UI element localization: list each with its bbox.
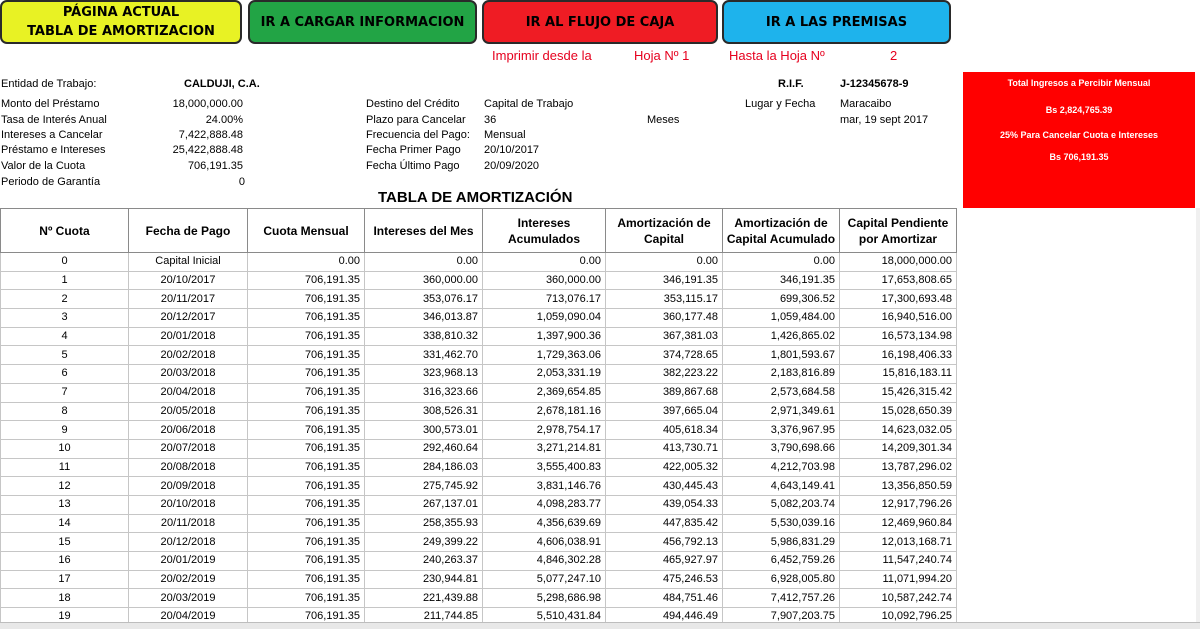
cell-cuota[interactable]: 15 (1, 533, 129, 552)
rif-label: R.I.F. (778, 78, 804, 90)
cell-intereses-mes[interactable]: 353,076.17 (365, 290, 483, 309)
print-from-label: Imprimir desde la (492, 48, 592, 63)
cell-intereses-acumulados[interactable]: 2,978,754.17 (483, 421, 606, 440)
cell-fecha[interactable]: 20/05/2018 (129, 402, 248, 421)
print-from-sheet[interactable]: Hoja Nº 1 (634, 48, 690, 63)
intereses-label: Intereses a Cancelar (1, 129, 103, 141)
current-page-line2: TABLA DE AMORTIZACION (27, 24, 215, 39)
cell-amortizacion-acumulado[interactable]: 3,790,698.66 (723, 439, 840, 458)
go-to-premises-button[interactable]: IR A LAS PREMISAS (722, 0, 951, 44)
ultimo-pago-label: Fecha Último Pago (366, 160, 460, 172)
cell-cuota[interactable]: 14 (1, 514, 129, 533)
cell-capital-pendiente[interactable]: 12,469,960.84 (840, 514, 957, 533)
cell-capital-pendiente[interactable]: 10,092,796.25 (840, 608, 957, 627)
cell-cuota-mensual[interactable]: 0.00 (248, 253, 365, 272)
cell-cuota-mensual[interactable]: 706,191.35 (248, 271, 365, 290)
cell-fecha[interactable]: Capital Inicial (129, 253, 248, 272)
cell-cuota-mensual[interactable]: 706,191.35 (248, 327, 365, 346)
cell-cuota[interactable]: 11 (1, 458, 129, 477)
cell-intereses-mes[interactable]: 284,186.03 (365, 458, 483, 477)
cell-fecha[interactable]: 20/08/2018 (129, 458, 248, 477)
plazo-label: Plazo para Cancelar (366, 114, 466, 126)
cell-intereses-mes[interactable]: 308,526.31 (365, 402, 483, 421)
cell-intereses-acumulados[interactable]: 4,846,302.28 (483, 552, 606, 571)
tasa-value[interactable]: 24.00% (205, 114, 243, 126)
cell-amortizacion-acumulado[interactable]: 1,801,593.67 (723, 346, 840, 365)
plazo-value[interactable]: 36 (484, 114, 497, 126)
rif-value[interactable]: J-12345678-9 (840, 78, 909, 90)
cell-amortizacion-acumulado[interactable]: 6,928,005.80 (723, 570, 840, 589)
header-intereses-acumulados: Intereses Acumulados (483, 209, 606, 253)
table-row (1, 346, 957, 365)
cell-amortizacion-capital[interactable]: 360,177.48 (606, 309, 723, 328)
cell-amortizacion-capital[interactable]: 475,246.53 (606, 570, 723, 589)
cell-cuota[interactable]: 13 (1, 495, 129, 514)
cell-amortizacion-acumulado[interactable]: 4,643,149.41 (723, 477, 840, 496)
cell-amortizacion-capital[interactable]: 397,665.04 (606, 402, 723, 421)
cell-intereses-acumulados[interactable]: 1,729,363.06 (483, 346, 606, 365)
cell-capital-pendiente[interactable]: 14,209,301.34 (840, 439, 957, 458)
cell-capital-pendiente[interactable]: 16,573,134.98 (840, 327, 957, 346)
current-page-line1: PÁGINA ACTUAL (62, 5, 180, 20)
cell-amortizacion-capital[interactable]: 367,381.03 (606, 327, 723, 346)
cell-intereses-acumulados[interactable]: 360,000.00 (483, 271, 606, 290)
cell-cuota[interactable]: 8 (1, 402, 129, 421)
lugar-value[interactable]: Maracaibo (840, 98, 892, 110)
print-to-label: Hasta la Hoja Nº (729, 48, 825, 63)
cell-amortizacion-acumulado[interactable]: 1,426,865.02 (723, 327, 840, 346)
cell-amortizacion-capital[interactable]: 422,005.32 (606, 458, 723, 477)
entity-value[interactable]: CALDUJI, C.A. (184, 78, 260, 90)
cell-amortizacion-capital[interactable]: 382,223.22 (606, 365, 723, 384)
cell-cuota[interactable]: 9 (1, 421, 129, 440)
totals-title: Total Ingresos a Percibir Mensual (1007, 78, 1151, 88)
cell-fecha[interactable]: 20/01/2018 (129, 327, 248, 346)
intereses-value: 7,422,888.48 (178, 129, 243, 141)
cell-intereses-acumulados[interactable]: 0.00 (483, 253, 606, 272)
cell-cuota[interactable]: 19 (1, 608, 129, 627)
cell-amortizacion-capital[interactable]: 430,445.43 (606, 477, 723, 496)
cell-capital-pendiente[interactable]: 16,198,406.33 (840, 346, 957, 365)
cell-cuota[interactable]: 4 (1, 327, 129, 346)
cell-intereses-mes[interactable]: 230,944.81 (365, 570, 483, 589)
cell-intereses-acumulados[interactable]: 1,397,900.36 (483, 327, 606, 346)
cell-amortizacion-acumulado[interactable]: 699,306.52 (723, 290, 840, 309)
cell-intereses-acumulados[interactable]: 713,076.17 (483, 290, 606, 309)
cell-amortizacion-acumulado[interactable]: 3,376,967.95 (723, 421, 840, 440)
header-capital-pendiente: Capital Pendiente por Amortizar (840, 209, 957, 253)
prestamo-value: 25,422,888.48 (172, 144, 243, 156)
table-header-row (1, 209, 957, 253)
table-row (1, 327, 957, 346)
cell-capital-pendiente[interactable]: 14,623,032.05 (840, 421, 957, 440)
cell-amortizacion-acumulado[interactable]: 0.00 (723, 253, 840, 272)
cell-capital-pendiente[interactable]: 10,587,242.74 (840, 589, 957, 608)
cell-fecha[interactable]: 20/02/2018 (129, 346, 248, 365)
cell-fecha[interactable]: 20/06/2018 (129, 421, 248, 440)
cuota-value: 706,191.35 (187, 160, 243, 172)
cell-intereses-acumulados[interactable]: 5,510,431.84 (483, 608, 606, 627)
cell-amortizacion-capital[interactable]: 405,618.34 (606, 421, 723, 440)
cell-amortizacion-acumulado[interactable]: 4,212,703.98 (723, 458, 840, 477)
destino-label: Destino del Crédito (366, 98, 460, 110)
cell-cuota-mensual[interactable]: 706,191.35 (248, 514, 365, 533)
cell-intereses-mes[interactable]: 258,355.93 (365, 514, 483, 533)
cell-intereses-mes[interactable]: 346,013.87 (365, 309, 483, 328)
cell-amortizacion-acumulado[interactable]: 5,986,831.29 (723, 533, 840, 552)
cell-intereses-mes[interactable]: 360,000.00 (365, 271, 483, 290)
cell-amortizacion-capital[interactable]: 413,730.71 (606, 439, 723, 458)
cell-amortizacion-acumulado[interactable]: 6,452,759.26 (723, 552, 840, 571)
cell-intereses-mes[interactable]: 240,263.37 (365, 552, 483, 571)
cell-intereses-acumulados[interactable]: 1,059,090.04 (483, 309, 606, 328)
cell-cuota-mensual[interactable]: 706,191.35 (248, 346, 365, 365)
header-cuota: Nº Cuota (1, 209, 129, 253)
cell-intereses-acumulados[interactable]: 5,298,686.98 (483, 589, 606, 608)
cell-cuota-mensual[interactable]: 706,191.35 (248, 570, 365, 589)
cell-capital-pendiente[interactable]: 17,300,693.48 (840, 290, 957, 309)
monto-label: Monto del Préstamo (1, 98, 100, 110)
header-intereses-mes: Intereses del Mes (365, 209, 483, 253)
table-row (1, 271, 957, 290)
cell-amortizacion-acumulado[interactable]: 5,530,039.16 (723, 514, 840, 533)
cell-cuota[interactable]: 7 (1, 383, 129, 402)
cell-cuota[interactable]: 5 (1, 346, 129, 365)
cell-intereses-mes[interactable]: 300,573.01 (365, 421, 483, 440)
cell-cuota-mensual[interactable]: 706,191.35 (248, 365, 365, 384)
table-row (1, 495, 957, 514)
monto-value[interactable]: 18,000,000.00 (172, 98, 243, 110)
cell-intereses-acumulados[interactable]: 2,369,654.85 (483, 383, 606, 402)
cell-cuota-mensual[interactable]: 706,191.35 (248, 383, 365, 402)
cell-cuota-mensual[interactable]: 706,191.35 (248, 608, 365, 627)
table-row (1, 439, 957, 458)
cell-fecha[interactable]: 20/11/2018 (129, 514, 248, 533)
cell-intereses-mes[interactable]: 211,744.85 (365, 608, 483, 627)
cell-fecha[interactable]: 20/12/2018 (129, 533, 248, 552)
cell-cuota[interactable]: 6 (1, 365, 129, 384)
cell-cuota[interactable]: 12 (1, 477, 129, 496)
cell-intereses-mes[interactable]: 331,462.70 (365, 346, 483, 365)
print-to-sheet[interactable]: 2 (890, 48, 898, 63)
cell-intereses-mes[interactable]: 338,810.32 (365, 327, 483, 346)
cell-cuota[interactable]: 18 (1, 589, 129, 608)
cell-capital-pendiente[interactable]: 11,547,240.74 (840, 552, 957, 571)
totals-pct-value: Bs 706,191.35 (1049, 152, 1109, 162)
cell-capital-pendiente[interactable]: 12,013,168.71 (840, 533, 957, 552)
cell-cuota-mensual[interactable]: 706,191.35 (248, 458, 365, 477)
cell-fecha[interactable]: 20/10/2017 (129, 271, 248, 290)
header-amortizacion-capital: Amortización de Capital (606, 209, 723, 253)
table-row (1, 365, 957, 384)
cell-intereses-mes[interactable]: 323,968.13 (365, 365, 483, 384)
cell-intereses-acumulados[interactable]: 3,555,400.83 (483, 458, 606, 477)
cell-cuota-mensual[interactable]: 706,191.35 (248, 589, 365, 608)
cell-fecha[interactable]: 20/07/2018 (129, 439, 248, 458)
cell-amortizacion-acumulado[interactable]: 1,059,484.00 (723, 309, 840, 328)
cell-amortizacion-capital[interactable]: 456,792.13 (606, 533, 723, 552)
entity-label: Entidad de Trabajo: (1, 78, 97, 90)
cell-fecha[interactable]: 20/09/2018 (129, 477, 248, 496)
cell-intereses-acumulados[interactable]: 2,678,181.16 (483, 402, 606, 421)
table-row (1, 514, 957, 533)
primer-pago-value[interactable]: 20/10/2017 (484, 144, 540, 156)
cell-fecha[interactable]: 20/04/2019 (129, 608, 248, 627)
cell-amortizacion-acumulado[interactable]: 2,183,816.89 (723, 365, 840, 384)
cell-cuota-mensual[interactable]: 706,191.35 (248, 402, 365, 421)
current-page-button[interactable] (0, 0, 242, 44)
table-row (1, 552, 957, 571)
cell-intereses-mes[interactable]: 267,137.01 (365, 495, 483, 514)
primer-pago-label: Fecha Primer Pago (366, 144, 461, 156)
frecuencia-value[interactable]: Mensual (484, 129, 526, 141)
cell-intereses-acumulados[interactable]: 3,271,214.81 (483, 439, 606, 458)
cell-intereses-acumulados[interactable]: 4,606,038.91 (483, 533, 606, 552)
cell-intereses-mes[interactable]: 292,460.64 (365, 439, 483, 458)
tasa-label: Tasa de Interés Anual (1, 114, 107, 126)
go-to-cash-flow-button[interactable]: IR AL FLUJO DE CAJA (482, 0, 718, 44)
cell-cuota[interactable]: 16 (1, 552, 129, 571)
cell-intereses-mes[interactable]: 221,439.88 (365, 589, 483, 608)
totals-value: Bs 2,824,765.39 (1045, 105, 1113, 115)
cell-fecha[interactable]: 20/03/2018 (129, 365, 248, 384)
cell-cuota-mensual[interactable]: 706,191.35 (248, 552, 365, 571)
cell-fecha[interactable]: 20/10/2018 (129, 495, 248, 514)
cell-amortizacion-capital[interactable]: 465,927.97 (606, 552, 723, 571)
cell-capital-pendiente[interactable]: 15,816,183.11 (840, 365, 957, 384)
ultimo-pago-value: 20/09/2020 (484, 160, 540, 172)
cell-cuota-mensual[interactable]: 706,191.35 (248, 439, 365, 458)
fecha-value: mar, 19 sept 2017 (840, 114, 929, 126)
totals-pct-label: 25% Para Cancelar Cuota e Intereses (999, 130, 1159, 140)
cell-cuota-mensual[interactable]: 706,191.35 (248, 421, 365, 440)
cell-intereses-acumulados[interactable]: 4,356,639.69 (483, 514, 606, 533)
table-row (1, 253, 957, 272)
garantia-label: Periodo de Garantía (1, 176, 101, 188)
cell-capital-pendiente[interactable]: 18,000,000.00 (840, 253, 957, 272)
cell-cuota[interactable]: 2 (1, 290, 129, 309)
cell-capital-pendiente[interactable]: 15,426,315.42 (840, 383, 957, 402)
cell-cuota[interactable]: 1 (1, 271, 129, 290)
cell-capital-pendiente[interactable]: 13,356,850.59 (840, 477, 957, 496)
cell-amortizacion-capital[interactable]: 447,835.42 (606, 514, 723, 533)
cell-amortizacion-acumulado[interactable]: 2,971,349.61 (723, 402, 840, 421)
cell-capital-pendiente[interactable]: 15,028,650.39 (840, 402, 957, 421)
cuota-label: Valor de la Cuota (1, 160, 86, 172)
cell-amortizacion-acumulado[interactable]: 5,082,203.74 (723, 495, 840, 514)
cell-fecha[interactable]: 20/02/2019 (129, 570, 248, 589)
table-row (1, 421, 957, 440)
monthly-income-box (963, 72, 1195, 208)
go-to-load-info-button[interactable]: IR A CARGAR INFORMACION (248, 0, 477, 44)
cell-intereses-mes[interactable]: 275,745.92 (365, 477, 483, 496)
cell-amortizacion-capital[interactable]: 389,867.68 (606, 383, 723, 402)
header-cuota-mensual: Cuota Mensual (248, 209, 365, 253)
table-row (1, 589, 957, 608)
cell-fecha[interactable]: 20/03/2019 (129, 589, 248, 608)
cell-fecha[interactable]: 20/04/2018 (129, 383, 248, 402)
cell-intereses-acumulados[interactable]: 2,053,331.19 (483, 365, 606, 384)
table-row (1, 477, 957, 496)
table-row (1, 533, 957, 552)
cell-cuota-mensual[interactable]: 706,191.35 (248, 477, 365, 496)
cell-intereses-acumulados[interactable]: 5,077,247.10 (483, 570, 606, 589)
cell-amortizacion-capital[interactable]: 484,751.46 (606, 589, 723, 608)
cell-amortizacion-acumulado[interactable]: 346,191.35 (723, 271, 840, 290)
cell-cuota-mensual[interactable]: 706,191.35 (248, 495, 365, 514)
table-row (1, 570, 957, 589)
table-row (1, 458, 957, 477)
header-fecha: Fecha de Pago (129, 209, 248, 253)
cell-fecha[interactable]: 20/11/2017 (129, 290, 248, 309)
cell-amortizacion-capital[interactable]: 374,728.65 (606, 346, 723, 365)
table-row (1, 402, 957, 421)
cell-cuota-mensual[interactable]: 706,191.35 (248, 309, 365, 328)
cell-cuota-mensual[interactable]: 706,191.35 (248, 290, 365, 309)
cell-intereses-acumulados[interactable]: 3,831,146.76 (483, 477, 606, 496)
prestamo-label: Préstamo e Intereses (1, 144, 106, 156)
lugar-label: Lugar y Fecha (745, 98, 816, 110)
garantia-value[interactable]: 0 (238, 176, 245, 188)
table-title: TABLA DE AMORTIZACIÓN (378, 189, 573, 206)
cell-cuota[interactable]: 10 (1, 439, 129, 458)
frecuencia-label: Frecuencia del Pago: (366, 129, 470, 141)
cell-fecha[interactable]: 20/12/2017 (129, 309, 248, 328)
cell-amortizacion-acumulado[interactable]: 7,907,203.75 (723, 608, 840, 627)
cell-cuota[interactable]: 0 (1, 253, 129, 272)
cell-cuota-mensual[interactable]: 706,191.35 (248, 533, 365, 552)
cell-intereses-acumulados[interactable]: 4,098,283.77 (483, 495, 606, 514)
cell-amortizacion-capital[interactable]: 0.00 (606, 253, 723, 272)
plazo-unit: Meses (647, 114, 680, 126)
destino-value[interactable]: Capital de Trabajo (484, 98, 574, 110)
cell-amortizacion-capital[interactable]: 353,115.17 (606, 290, 723, 309)
header-amortizacion-acumulado: Amortización de Capital Acumulado (723, 209, 840, 253)
cell-amortizacion-capital[interactable]: 439,054.33 (606, 495, 723, 514)
cell-capital-pendiente[interactable]: 17,653,808.65 (840, 271, 957, 290)
cell-capital-pendiente[interactable]: 12,917,796.26 (840, 495, 957, 514)
cell-capital-pendiente[interactable]: 11,071,994.20 (840, 570, 957, 589)
vertical-scrollbar[interactable] (1196, 208, 1200, 622)
cell-amortizacion-capital[interactable]: 494,446.49 (606, 608, 723, 627)
cell-cuota[interactable]: 3 (1, 309, 129, 328)
cell-amortizacion-acumulado[interactable]: 7,412,757.26 (723, 589, 840, 608)
table-row (1, 290, 957, 309)
cell-amortizacion-capital[interactable]: 346,191.35 (606, 271, 723, 290)
cell-capital-pendiente[interactable]: 13,787,296.02 (840, 458, 957, 477)
amortization-table (0, 208, 957, 627)
cell-capital-pendiente[interactable]: 16,940,516.00 (840, 309, 957, 328)
cell-fecha[interactable]: 20/01/2019 (129, 552, 248, 571)
cell-intereses-mes[interactable]: 316,323.66 (365, 383, 483, 402)
table-row (1, 309, 957, 328)
cell-cuota[interactable]: 17 (1, 570, 129, 589)
cell-amortizacion-acumulado[interactable]: 2,573,684.58 (723, 383, 840, 402)
cell-intereses-mes[interactable]: 249,399.22 (365, 533, 483, 552)
table-row (1, 383, 957, 402)
cell-intereses-mes[interactable]: 0.00 (365, 253, 483, 272)
